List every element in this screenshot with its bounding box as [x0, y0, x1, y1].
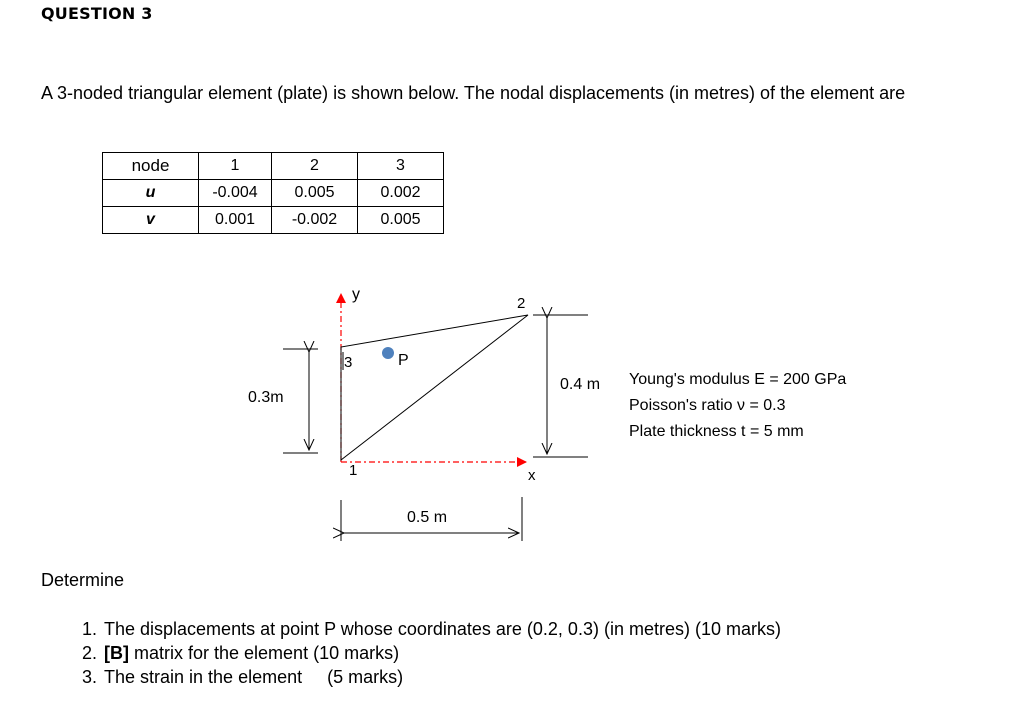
- row-label: v: [103, 207, 199, 234]
- task-text: matrix for the element (10 marks): [129, 643, 400, 663]
- list-item: [102, 641, 781, 665]
- list-item: [102, 665, 781, 689]
- dim-right-label: 0.4 m: [560, 376, 601, 393]
- youngs-modulus: Young's modulus E = 200 GPa: [629, 371, 847, 388]
- x-axis-label: x: [528, 467, 536, 484]
- task-list: [60, 617, 781, 689]
- task-text: The strain in the element (5 marks): [104, 667, 404, 687]
- table-header-cell: 2: [272, 153, 358, 180]
- intro-paragraph: A 3-noded triangular element (plate) is shown below. The nodal displacements (in metres) of the element are: [41, 83, 906, 103]
- poissons-ratio: Poisson's ratio ν = 0.3: [629, 397, 786, 414]
- table-header-cell: 1: [199, 153, 272, 180]
- triangle-element: [341, 315, 528, 460]
- table-cell: 0.005: [358, 207, 444, 234]
- row-label: u: [103, 180, 199, 207]
- table-cell: -0.002: [272, 207, 358, 234]
- determine-label: Determine: [41, 570, 125, 590]
- y-axis-label: y: [352, 286, 360, 303]
- dim-left-label: 0.3m: [248, 389, 284, 406]
- question-heading: QUESTION 3: [41, 4, 153, 23]
- plate-thickness: Plate thickness t = 5 mm: [629, 423, 804, 440]
- task-bold-text: [B]: [104, 643, 129, 663]
- material-properties: [629, 367, 846, 445]
- table-cell: 0.005: [272, 180, 358, 207]
- table-header-cell: 3: [358, 153, 444, 180]
- table-cell: 0.002: [358, 180, 444, 207]
- point-p-marker: [382, 347, 394, 359]
- table-cell: 0.001: [199, 207, 272, 234]
- dim-bottom-label: 0.5 m: [407, 509, 448, 526]
- table-cell: -0.004: [199, 180, 272, 207]
- node-1-label: 1: [349, 462, 358, 479]
- point-p-label: P: [398, 352, 409, 369]
- task-text: The displacements at point P whose coordinates are (0.2, 0.3) (in metres) (10 marks): [104, 619, 781, 639]
- node-2-label: 2: [517, 295, 526, 312]
- node-3-label: 3: [344, 354, 353, 371]
- list-item: [102, 617, 781, 641]
- table-header-cell: node: [103, 153, 199, 180]
